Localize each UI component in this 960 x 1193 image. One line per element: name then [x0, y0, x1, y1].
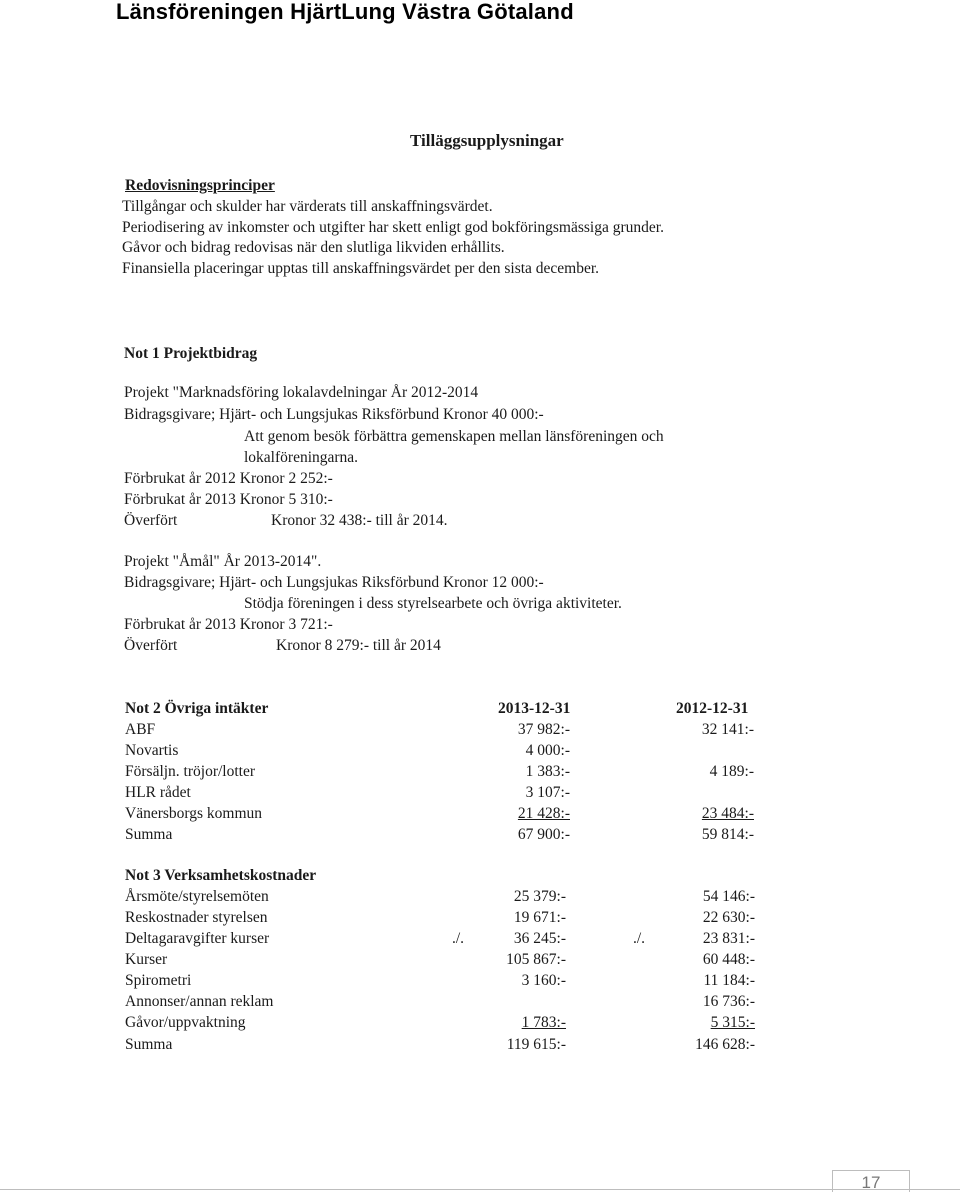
- note1-text: Projekt "Marknadsföring lokalavdelningar År 2012-2014: [124, 384, 479, 401]
- note1-text: Att genom besök förbättra gemenskapen mellan länsföreningen och: [244, 428, 664, 445]
- note1-text: Bidragsgivare; Hjärt- och Lungsjukas Riksförbund Kronor 40 000:-: [124, 406, 544, 423]
- note3-row-value: 1 783:-: [521, 1014, 566, 1031]
- note3-row-value: 119 615:-: [506, 1036, 566, 1053]
- note1-text: Förbrukat år 2013 Kronor 3 721:-: [124, 616, 333, 633]
- note3-row-label: Gåvor/uppvaktning: [125, 1014, 246, 1031]
- note1-text: Bidragsgivare; Hjärt- och Lungsjukas Riksförbund Kronor 12 000:-: [124, 574, 544, 591]
- note3-row-value: 60 448:-: [702, 951, 755, 968]
- note3-row-value: 36 245:-: [513, 930, 566, 947]
- note2-row-value: 21 428:-: [517, 805, 570, 822]
- note2-row-value: 23 484:-: [701, 805, 754, 822]
- note2-row-value: 32 141:-: [701, 721, 754, 738]
- principles-line: Finansiella placeringar upptas till anskaffningsvärdet per den sista december.: [122, 260, 600, 277]
- note2-row-value: 3 107:-: [525, 784, 570, 801]
- note3-row-value: 23 831:-: [702, 930, 755, 947]
- note3-row-label: Spirometri: [125, 972, 192, 989]
- document-title: Tilläggsupplysningar: [410, 131, 564, 150]
- note2-row-value: 1 383:-: [525, 763, 570, 780]
- note2-row-label: HLR rådet: [125, 784, 191, 801]
- note3-row-label: Årsmöte/styrelsemöten: [125, 888, 269, 905]
- note3-row-label: Summa: [125, 1036, 173, 1053]
- page-number: 17: [861, 1173, 881, 1192]
- deduction-mark: ./.: [633, 930, 646, 947]
- note3-row-value: 3 160:-: [521, 972, 566, 989]
- principles-heading: Redovisningsprinciper: [125, 177, 275, 194]
- principles-line: Gåvor och bidrag redovisas när den slutliga likviden erhållits.: [122, 239, 505, 256]
- note2-col-header: 2012-12-31: [676, 700, 749, 717]
- note3-row-value: 5 315:-: [710, 1014, 755, 1031]
- note2-row-value: 59 814:-: [701, 826, 754, 843]
- note3-heading: Not 3 Verksamhetskostnader: [125, 867, 317, 884]
- note3-row-value: 54 146:-: [702, 888, 755, 905]
- note1-text: Överfört: [124, 637, 178, 654]
- note2-row-value: 67 900:-: [517, 826, 570, 843]
- note2-row-label: Summa: [125, 826, 173, 843]
- note1-text: lokalföreningarna.: [244, 449, 359, 466]
- principles-line: Periodisering av inkomster och utgifter har skett enligt god bokföringsmässiga grunder.: [122, 219, 664, 236]
- note3-row-label: Annonser/annan reklam: [125, 993, 274, 1010]
- note2-row-value: 37 982:-: [517, 721, 570, 738]
- note3-row-value: 22 630:-: [702, 909, 755, 926]
- note1-text: Förbrukat år 2012 Kronor 2 252:-: [124, 470, 333, 487]
- page-header-title: Länsföreningen HjärtLung Västra Götaland: [116, 0, 574, 24]
- note1-text: Kronor 8 279:- till år 2014: [276, 637, 441, 654]
- note3-row-value: 25 379:-: [513, 888, 566, 905]
- note3-row-value: 146 628:-: [695, 1036, 755, 1053]
- note3-row-value: 19 671:-: [513, 909, 566, 926]
- note2-row-label: ABF: [125, 721, 156, 738]
- note1-text: Förbrukat år 2013 Kronor 5 310:-: [124, 491, 333, 508]
- note3-row-label: Deltagaravgifter kurser: [125, 930, 270, 947]
- deduction-mark: ./.: [452, 930, 465, 947]
- note3-row-value: 16 736:-: [702, 993, 755, 1010]
- note2-row-label: Försäljn. tröjor/lotter: [125, 763, 256, 780]
- note3-row-value: 105 867:-: [506, 951, 566, 968]
- page-number-box: [832, 1170, 910, 1192]
- note3-row-label: Kurser: [125, 951, 168, 968]
- note1-heading: Not 1 Projektbidrag: [124, 345, 258, 362]
- principles-line: Tillgångar och skulder har värderats till anskaffningsvärdet.: [122, 198, 493, 215]
- note1-text: Projekt "Åmål" År 2013-2014".: [124, 553, 322, 570]
- note2-row-label: Vänersborgs kommun: [125, 805, 263, 822]
- note2-col-header: 2013-12-31: [498, 700, 571, 717]
- note3-row-value: 11 184:-: [703, 972, 755, 989]
- note2-heading: Not 2 Övriga intäkter: [125, 700, 269, 717]
- note2-row-label: Novartis: [125, 742, 179, 759]
- note2-row-value: 4 000:-: [525, 742, 570, 759]
- note1-text: Kronor 32 438:- till år 2014.: [271, 512, 448, 529]
- note2-row-value: 4 189:-: [709, 763, 754, 780]
- note1-text: Överfört: [124, 512, 178, 529]
- footer-divider: [0, 1189, 960, 1190]
- note1-text: Stödja föreningen i dess styrelsearbete och övriga aktiviteter.: [244, 595, 622, 612]
- note3-row-label: Reskostnader styrelsen: [125, 909, 268, 926]
